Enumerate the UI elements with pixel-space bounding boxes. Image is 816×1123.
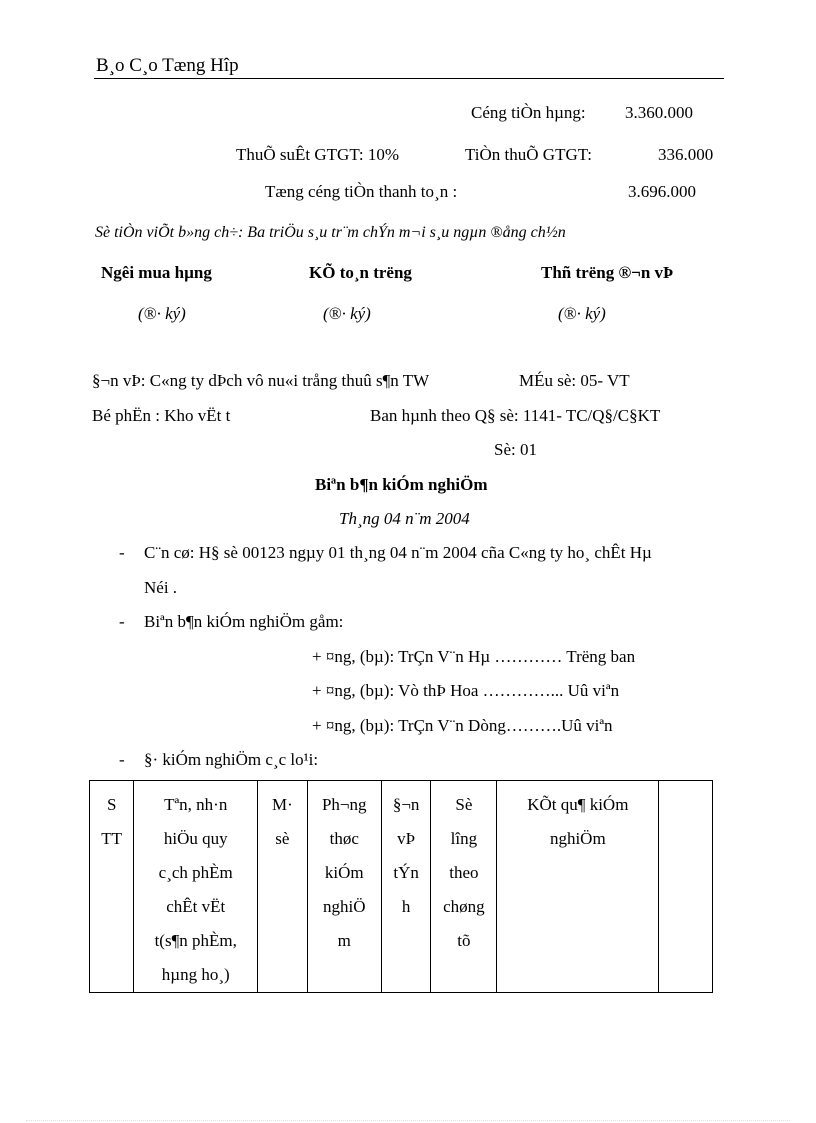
report-title: Biªn b¶n kiÓm nghiÖm [315, 475, 488, 494]
header-line: nghiÖm [549, 829, 606, 848]
col-code-header [258, 781, 308, 993]
bullet-basis: - [119, 543, 125, 562]
signature-director-note: (®· ký) [558, 304, 606, 323]
signature-buyer-note: (®· ký) [138, 304, 186, 323]
col-method-header [307, 781, 381, 993]
col-stt-header [90, 781, 134, 993]
vat-amount-value: 336.000 [658, 145, 714, 164]
vat-rate: ThuÕ suÊt GTGT: 10% [236, 145, 399, 164]
bullet-committee: - [119, 612, 125, 631]
header-line: Sè [455, 795, 473, 814]
signature-buyer-title: Ngêi mua hµng [101, 263, 212, 282]
grand-total-label: Tæng céng tiÒn thanh to¸n : [265, 182, 458, 201]
header-line: thøc [329, 829, 359, 848]
header-line: M· [271, 795, 293, 814]
header-line: §¬n [392, 795, 420, 814]
signature-accountant-title: KÕ to¸n trëng [309, 263, 412, 282]
report-header-title: B¸o C¸o Tæng Hîp [96, 55, 239, 76]
col-extra-header [659, 781, 713, 993]
basis-line-1: C¨n cø: H§ sè 00123 ngµy 01 th¸ng 04 n¨m 2004 cña C«ng ty ho¸ chÊt Hµ [144, 543, 652, 562]
col-result-header [497, 781, 659, 993]
vat-amount-label: TiÒn thuÕ GTGT: [465, 145, 592, 164]
subtotal-value: 3.360.000 [625, 103, 693, 122]
committee-member: + ¤ng, (bµ): TrÇn V¨n Dòng……….Uû viªn [312, 716, 613, 735]
header-line: nghiÖ [322, 897, 366, 916]
document-number: Sè: 01 [494, 440, 537, 459]
committee-member: + ¤ng, (bµ): Vò thÞ Hoa …………... Uû viªn [312, 681, 620, 700]
report-date: Th¸ng 04 n¨m 2004 [339, 509, 470, 528]
header-line: vÞ [397, 829, 416, 848]
header-line: Ph¬ng [321, 795, 367, 814]
header-line: tÝn [393, 863, 419, 882]
header-line: t(s¶n phÈm, [154, 931, 237, 950]
header-line: m [337, 931, 351, 950]
page-bottom-rule [26, 1120, 790, 1121]
header-line: kiÓm [324, 863, 364, 882]
inspection-table [89, 780, 713, 993]
org-unit: §¬n vÞ: C«ng ty dÞch vô nu«i trång thuû s¶n TW [92, 371, 430, 390]
header-line: TT [101, 829, 123, 848]
department: Bé phËn : Kho vËt t [92, 406, 231, 425]
header-line: chÊt vËt [166, 897, 226, 916]
header-rule [94, 78, 724, 79]
table-header-row [90, 781, 713, 993]
col-unit-header [381, 781, 431, 993]
header-line: tõ [457, 931, 471, 950]
header-line: hiÖu quy [163, 829, 228, 848]
bullet-inspected: - [119, 750, 125, 769]
committee-member: + ¤ng, (bµ): TrÇn V¨n Hµ ………… Trëng ban [312, 647, 636, 666]
form-code: MÉu sè: 05- VT [519, 371, 630, 390]
header-line: h [401, 897, 411, 916]
header-line: S [106, 795, 117, 814]
header-line: Tªn, nh·n [164, 795, 228, 814]
header-line: theo [449, 863, 479, 882]
header-line: chøng [443, 897, 485, 916]
amount-in-words: Sè tiÒn viÕt b»ng ch÷: Ba triÖu s¸u tr¨m chÝn m¬i s¸u ngµn ®ång ch½n [95, 224, 566, 241]
signature-accountant-note: (®· ký) [323, 304, 371, 323]
header-line: lîng [450, 829, 478, 848]
decree-reference: Ban hµnh theo Q§ sè: 1141- TC/Q§/C§KT [370, 406, 661, 425]
committee-intro: Biªn b¶n kiÓm nghiÖm gåm: [144, 612, 344, 631]
subtotal-label: Céng tiÒn hµng: [471, 103, 586, 122]
header-line: KÕt qu¶ kiÓm [527, 795, 629, 814]
col-name-header [134, 781, 258, 993]
signature-director-title: Thñ trëng ®¬n vÞ [541, 263, 674, 282]
basis-line-2: Néi . [144, 578, 178, 597]
col-quantity-header [431, 781, 497, 993]
inspected-intro: §· kiÓm nghiÖm c¸c lo¹i: [144, 750, 319, 769]
header-line: hµng ho¸) [161, 965, 230, 984]
grand-total-value: 3.696.000 [628, 182, 696, 201]
header-line: sè [275, 829, 290, 848]
header-line: c¸ch phÈm [158, 863, 233, 882]
